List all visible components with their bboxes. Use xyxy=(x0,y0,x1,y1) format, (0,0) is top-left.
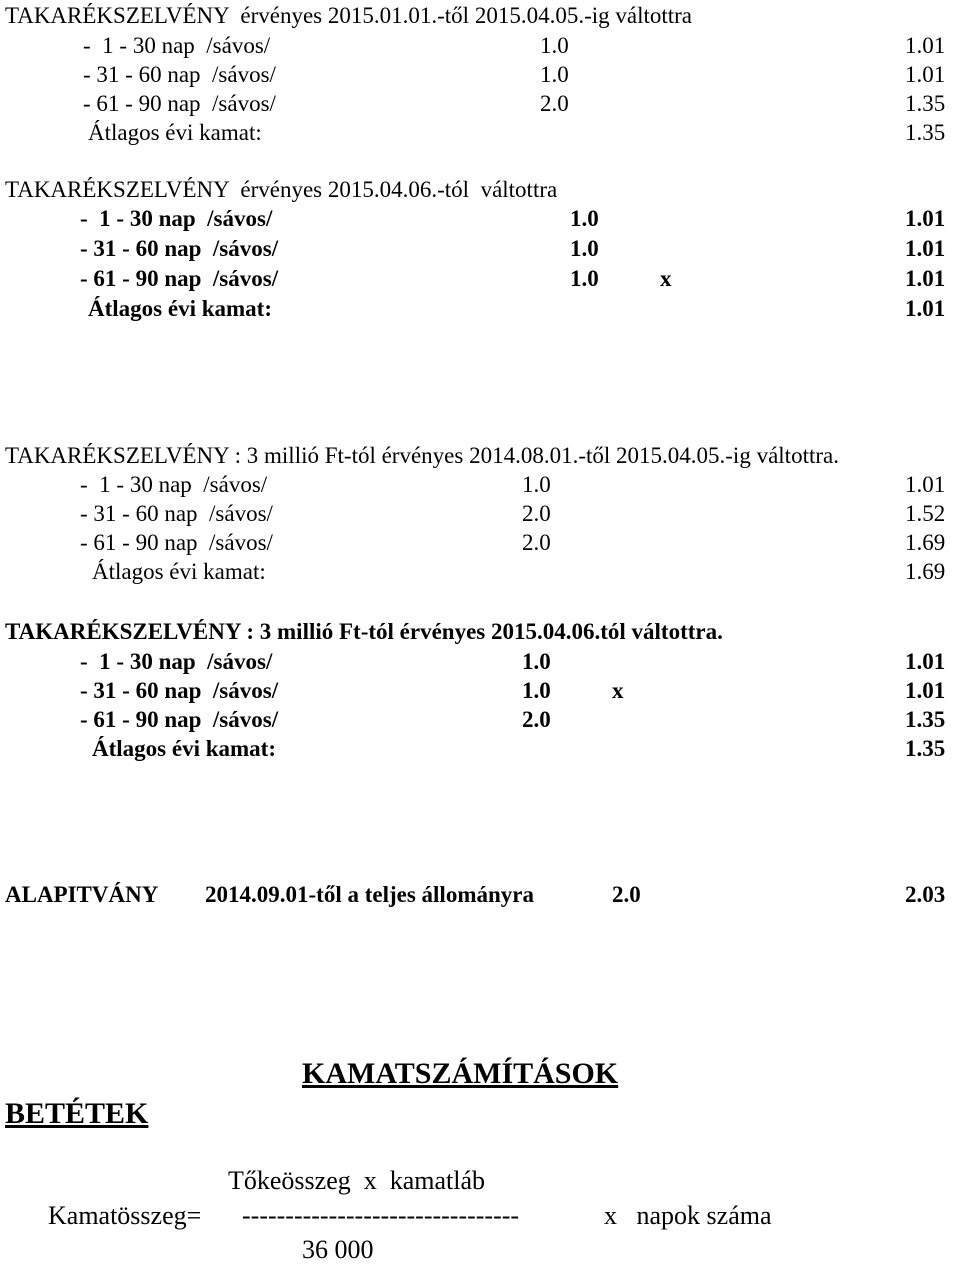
section1-header: TAKARÉKSZELVÉNY érvényes 2015.01.01.-től 2015.04.05.-ig váltottra xyxy=(5,3,693,28)
section1-row1-v2: 1.01 xyxy=(905,33,946,58)
section4-avg-label: Átlagos évi kamat: xyxy=(92,736,276,761)
section2-avg-label: Átlagos évi kamat: xyxy=(88,296,272,321)
section1-row2-v2: 1.01 xyxy=(905,62,946,87)
section3-row2-v1: 2.0 xyxy=(522,501,551,526)
section2-row3-mark: x xyxy=(660,266,672,291)
formula-lhs: Kamatösszeg= xyxy=(48,1201,202,1230)
alapitvany-desc: 2014.09.01-től a teljes állományra xyxy=(205,882,534,907)
section4-row1-label: - 1 - 30 nap /sávos/ xyxy=(80,649,273,674)
section4-row2-v1: 1.0 xyxy=(522,678,551,703)
section4-row2-label: - 31 - 60 nap /sávos/ xyxy=(80,678,279,703)
section2-row2-v1: 1.0 xyxy=(570,236,599,261)
section3-row3-label: - 61 - 90 nap /sávos/ xyxy=(80,530,273,555)
section3-avg-value: 1.69 xyxy=(905,559,946,584)
section4-row2-v2: 1.01 xyxy=(905,678,946,703)
section1-row2-label: - 31 - 60 nap /sávos/ xyxy=(83,62,276,87)
kamatszamitasok-title: KAMATSZÁMÍTÁSOK xyxy=(302,1057,619,1090)
section2-header: TAKARÉKSZELVÉNY érvényes 2015.04.06.-tól váltottra xyxy=(5,177,558,202)
section4-row1-v2: 1.01 xyxy=(905,649,946,674)
section4-header: TAKARÉKSZELVÉNY : 3 millió Ft-tól érvényes 2015.04.06.tól váltottra. xyxy=(5,619,723,644)
section2-row3-label: - 61 - 90 nap /sávos/ xyxy=(80,266,279,291)
section1-row3-label: - 61 - 90 nap /sávos/ xyxy=(83,91,276,116)
formula-rhs: x napok száma xyxy=(604,1201,772,1230)
formula-numerator: Tőkeösszeg x kamatláb xyxy=(228,1166,486,1195)
section3-row3-v1: 2.0 xyxy=(522,530,551,555)
section2-row3-v1: 1.0 xyxy=(570,266,599,291)
section1-row3-v1: 2.0 xyxy=(540,91,569,116)
section1-row1-v1: 1.0 xyxy=(540,33,569,58)
section4-row1-v1: 1.0 xyxy=(522,649,551,674)
betetek-title: BETÉTEK xyxy=(5,1097,149,1130)
section3-row1-v1: 1.0 xyxy=(522,472,551,497)
section3-row1-label: - 1 - 30 nap /sávos/ xyxy=(80,472,268,497)
section1-avg-label: Átlagos évi kamat: xyxy=(88,120,262,145)
section3-row2-v2: 1.52 xyxy=(905,501,946,526)
section3-row1-v2: 1.01 xyxy=(905,472,946,497)
section4-row3-v1: 2.0 xyxy=(522,707,551,732)
section3-avg-label: Átlagos évi kamat: xyxy=(92,559,266,584)
section2-row2-label: - 31 - 60 nap /sávos/ xyxy=(80,236,279,261)
section3-row3-v2: 1.69 xyxy=(905,530,946,555)
section1-avg-value: 1.35 xyxy=(905,120,946,145)
section2-row1-label: - 1 - 30 nap /sávos/ xyxy=(80,206,273,231)
alapitvany-v1: 2.0 xyxy=(612,882,641,907)
section2-row3-v2: 1.01 xyxy=(905,266,946,291)
section4-avg-value: 1.35 xyxy=(905,736,946,761)
section2-avg-value: 1.01 xyxy=(905,296,946,321)
section3-header: TAKARÉKSZELVÉNY : 3 millió Ft-tól érvényes 2014.08.01.-től 2015.04.05.-ig váltottra. xyxy=(5,443,839,468)
section2-row1-v2: 1.01 xyxy=(905,206,946,231)
section1-row2-v1: 1.0 xyxy=(540,62,569,87)
alapitvany-v2: 2.03 xyxy=(905,882,946,907)
section2-row2-v2: 1.01 xyxy=(905,236,946,261)
section4-row3-label: - 61 - 90 nap /sávos/ xyxy=(80,707,279,732)
formula-denominator: 36 000 xyxy=(302,1235,374,1264)
section4-row2-mark: x xyxy=(612,678,624,703)
section4-row3-v2: 1.35 xyxy=(905,707,946,732)
section1-row3-v2: 1.35 xyxy=(905,91,946,116)
section2-row1-v1: 1.0 xyxy=(570,206,599,231)
section1-row1-label: - 1 - 30 nap /sávos/ xyxy=(83,33,271,58)
formula-fraction-line: -------------------------------- xyxy=(242,1201,520,1230)
alapitvany-label: ALAPITVÁNY xyxy=(5,882,159,907)
section3-row2-label: - 31 - 60 nap /sávos/ xyxy=(80,501,273,526)
